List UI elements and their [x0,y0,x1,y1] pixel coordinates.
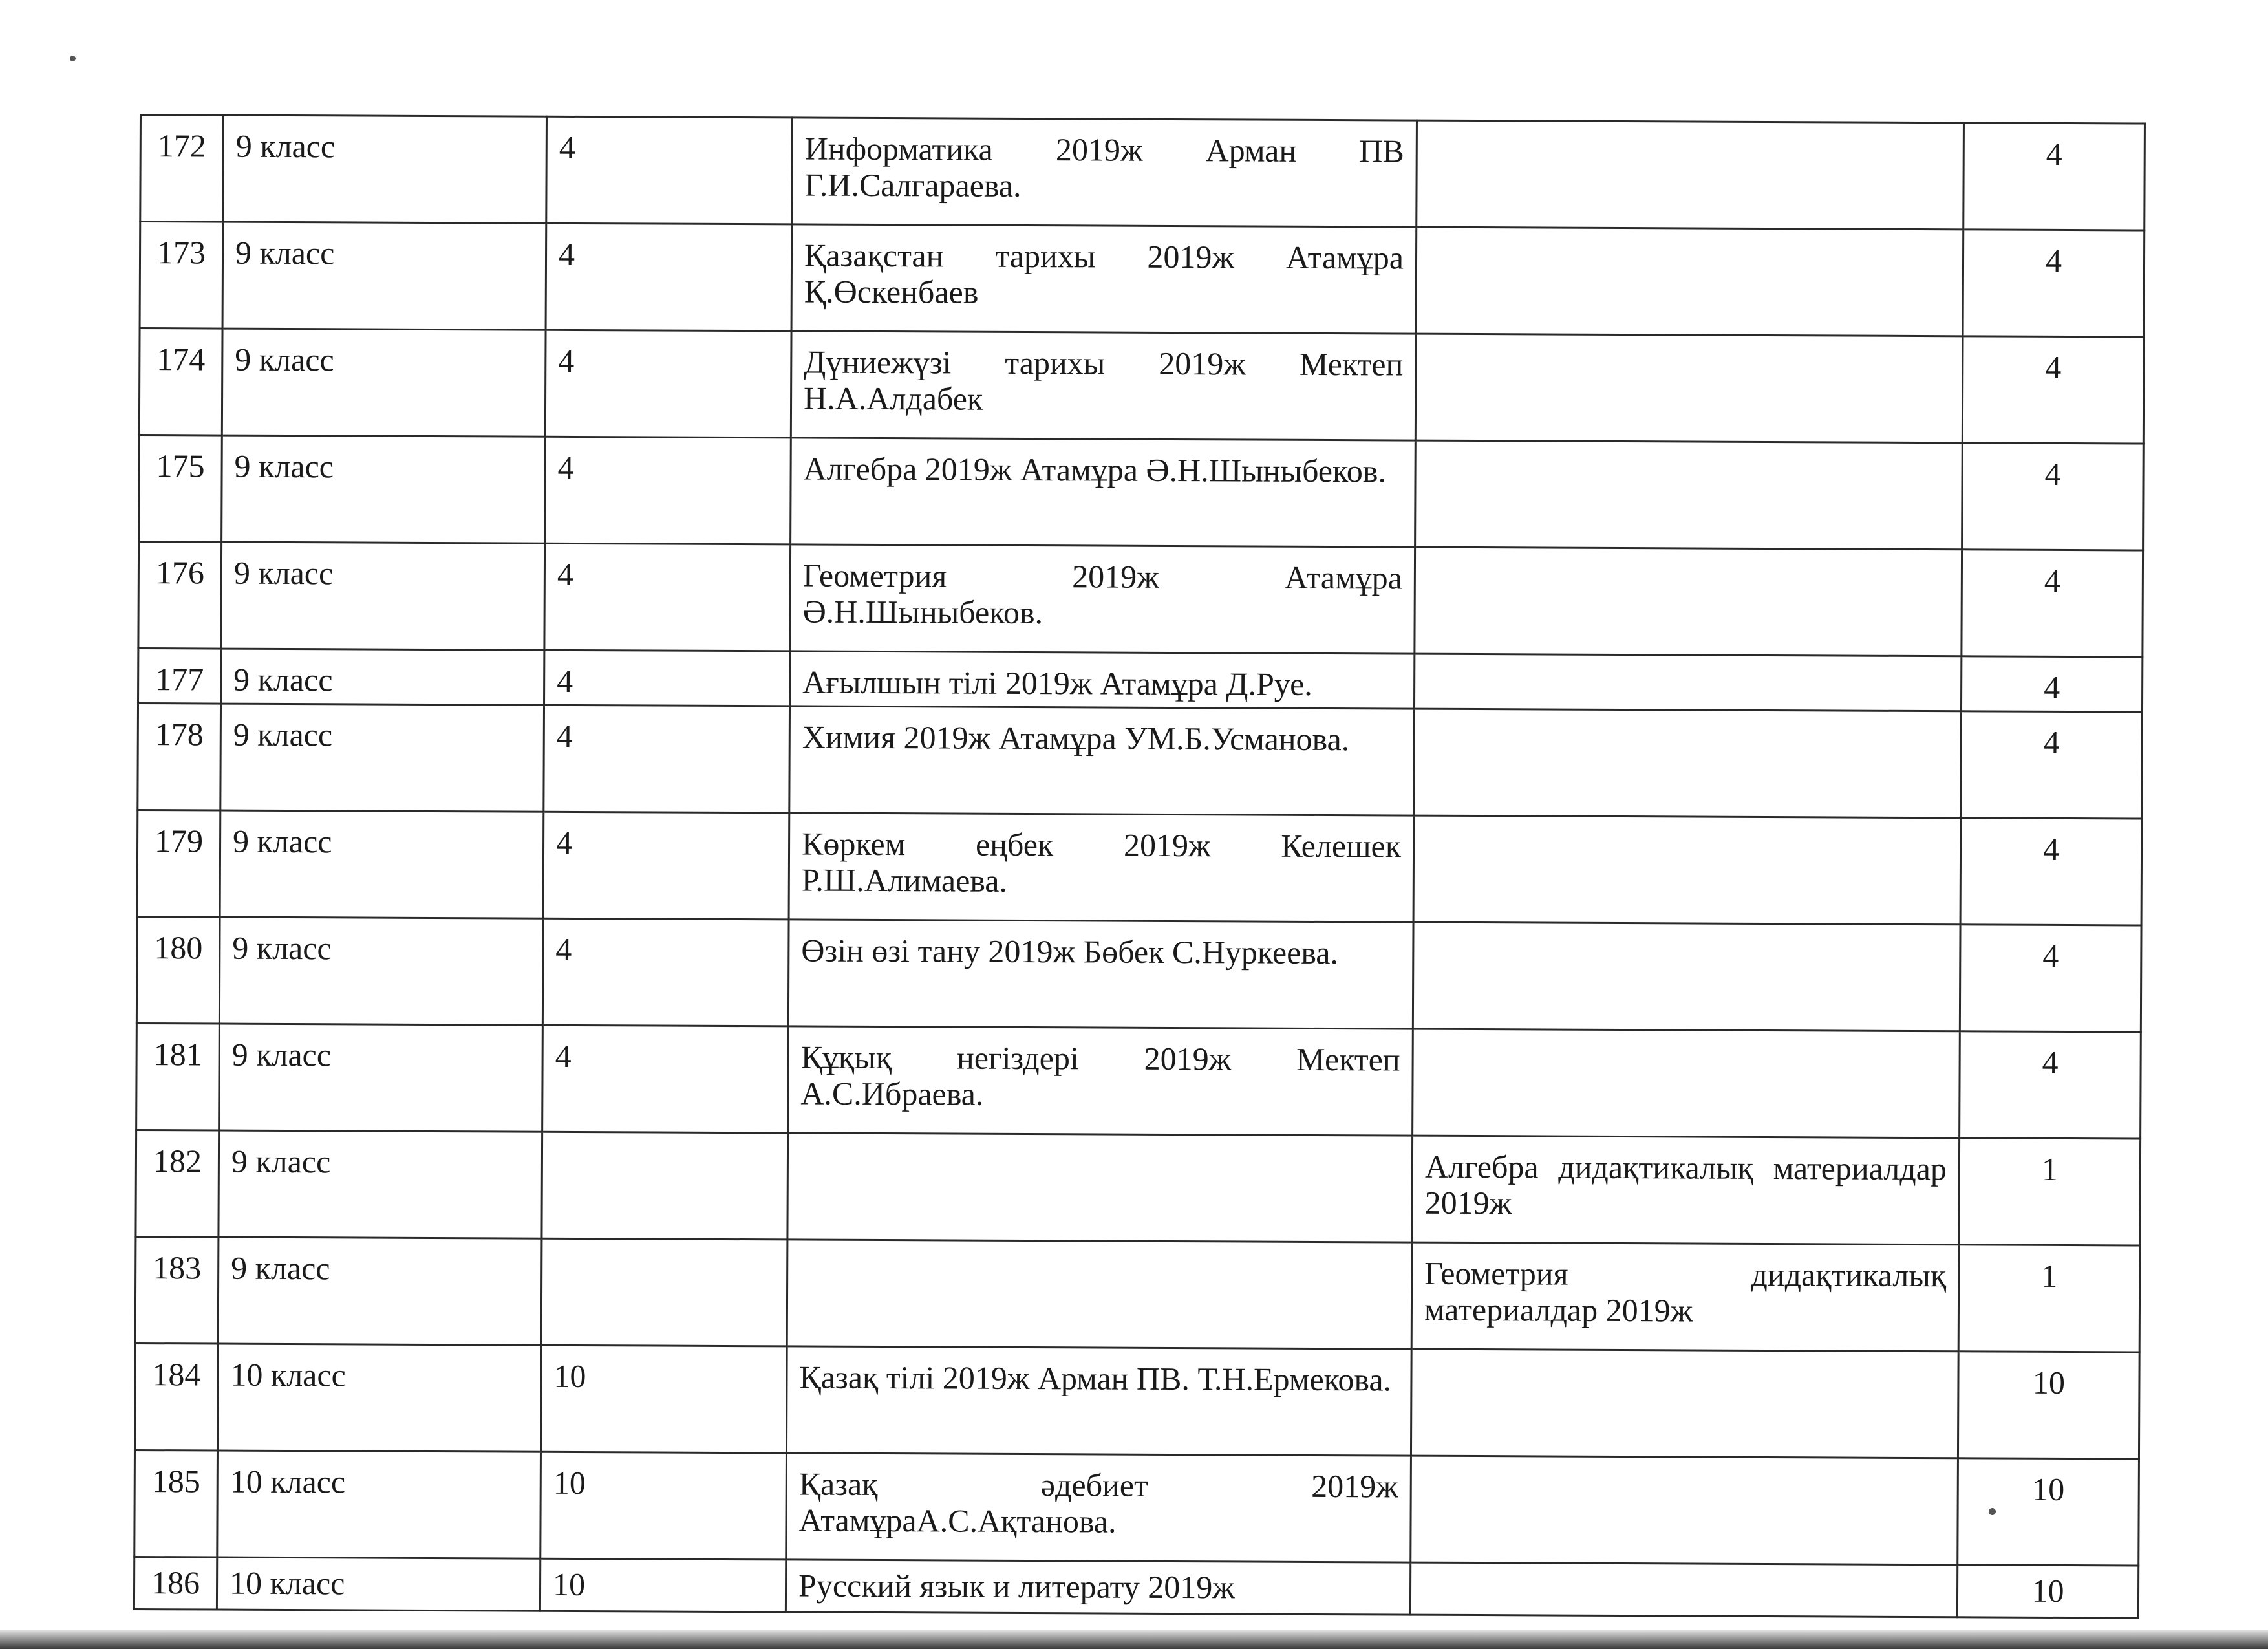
supplementary-cell [1411,1456,1958,1565]
supplementary-cell: Алгебра дидақтикалық материалдар 2019ж [1412,1136,1960,1245]
textbook-cell: Қазақ әдебиет 2019ж АтамұраА.С.Ақтанова. [786,1453,1411,1562]
table-row [138,648,2143,712]
row-number: 185 [134,1450,218,1557]
quantity-cell [542,1132,788,1240]
supplementary-cell [1414,709,1962,818]
class-cell: 10 класс [217,1344,541,1452]
total-cell: 4 [1960,818,2142,925]
supplementary-cell [1413,815,1961,925]
textbook-cell: Геометрия 2019ж Атамұра Ә.Н.Шыныбеков. [790,544,1415,654]
textbook-cell [787,1133,1413,1242]
table-row [138,703,2143,819]
total-cell: 1 [1959,1138,2141,1245]
table-row [137,810,2142,925]
table-row [135,1236,2140,1352]
table-row [138,542,2143,658]
class-cell: 9 класс [221,542,545,650]
textbook-cell: Өзін өзі тану 2019ж Бөбек С.Нуркеева. [788,920,1413,1029]
supplementary-cell [1415,654,1962,711]
quantity-cell: 10 [540,1558,786,1612]
textbook-cell: Көркем еңбек 2019ж Келешек Р.Ш.Алимаева. [789,813,1414,922]
book-inventory-table-wrap [133,114,2144,1619]
row-number: 186 [134,1557,217,1610]
quantity-cell: 4 [542,1025,789,1133]
supplementary-cell [1411,1349,1958,1458]
quantity-cell: 4 [544,543,791,651]
total-cell: 4 [1961,656,2142,712]
total-cell: 4 [1962,550,2143,657]
textbook-cell: Ағылшын тілі 2019ж Атамұра Д.Руе. [790,651,1415,709]
table-row [134,1343,2139,1459]
textbook-cell: Химия 2019ж Атамұра УМ.Б.Усманова. [789,706,1415,815]
total-cell: 4 [1963,230,2145,337]
textbook-cell: Русский язык и литерату 2019ж [786,1560,1410,1615]
row-number: 178 [138,703,221,810]
class-cell: 9 класс [218,1237,542,1345]
total-cell: 4 [1961,711,2143,819]
quantity-cell: 4 [545,436,791,544]
total-cell: 4 [1960,1031,2141,1139]
class-cell: 9 класс [219,1130,542,1238]
quantity-cell [541,1238,787,1346]
textbook-cell: Информатика 2019ж Арман ПВ Г.И.Салгараева. [792,118,1417,227]
supplementary-cell [1415,440,1963,550]
quantity-cell: 4 [544,705,790,813]
row-number: 179 [137,810,220,917]
textbook-cell: Қазақстан тарихы 2019ж Атамұра Қ.Өскенбаев [791,224,1417,334]
scan-speck [70,56,76,61]
class-cell: 9 класс [222,222,546,330]
supplementary-cell: Геометрия дидақтикалық материалдар 2019ж [1411,1242,1959,1352]
class-cell: 9 класс [222,435,546,543]
total-cell: 4 [1960,925,2141,1032]
table-row [140,222,2145,338]
quantity-cell: 10 [540,1345,787,1453]
book-inventory-table [133,114,2146,1619]
table-row [136,1023,2141,1139]
total-cell: 10 [1958,1352,2139,1459]
row-number: 183 [135,1236,219,1344]
textbook-cell: Алгебра 2019ж Атамұра Ә.Н.Шыныбеков. [791,438,1416,547]
supplementary-cell [1413,922,1960,1031]
row-number: 175 [139,435,222,543]
row-number: 184 [134,1343,218,1450]
supplementary-cell [1415,547,1962,656]
class-cell: 10 класс [217,1557,540,1611]
supplementary-cell [1415,334,1963,443]
quantity-cell: 4 [543,812,789,920]
textbook-cell: Қазақ тілі 2019ж Арман ПВ. Т.Н.Ермекова. [786,1346,1411,1456]
row-number: 177 [138,648,221,704]
class-cell: 9 класс [219,917,543,1025]
row-number: 180 [136,916,220,1024]
row-number: 182 [136,1130,219,1237]
supplementary-cell [1417,120,1964,230]
table-row [140,115,2145,231]
quantity-cell: 4 [546,116,793,224]
class-cell: 9 класс [219,1024,543,1132]
class-cell: 9 класс [220,704,544,812]
quantity-cell: 10 [540,1452,787,1560]
table-row [139,329,2144,444]
row-number: 173 [140,222,223,329]
row-number: 172 [140,115,224,222]
quantity-cell: 4 [546,223,792,331]
table-row [136,916,2141,1032]
quantity-cell: 4 [545,330,791,438]
row-number: 176 [138,542,222,649]
class-cell: 9 класс [220,810,544,918]
table-row [136,1130,2141,1245]
quantity-cell: 4 [544,650,790,706]
supplementary-cell [1410,1562,1957,1617]
textbook-cell: Құқық негіздері 2019ж Мектеп А.С.Ибраева. [788,1026,1413,1136]
row-number: 174 [139,329,222,436]
supplementary-cell [1416,227,1963,336]
quantity-cell: 4 [542,918,789,1026]
supplementary-cell [1413,1029,1960,1138]
total-cell: 4 [1962,443,2144,550]
class-cell: 9 класс [221,649,544,705]
total-cell: 4 [1963,123,2145,230]
table-row [134,1557,2138,1618]
textbook-cell [787,1240,1412,1349]
table-row [139,435,2144,551]
class-cell: 10 класс [217,1450,541,1558]
row-number: 181 [136,1023,220,1130]
class-cell: 9 класс [222,329,546,436]
class-cell: 9 класс [223,115,547,223]
textbook-cell: Дүниежүзі тарихы 2019ж Мектеп Н.А.Алдабек [791,331,1416,440]
total-cell: 10 [1958,1458,2139,1566]
total-cell: 1 [1958,1245,2140,1352]
scanner-edge-band [0,1630,2268,1649]
total-cell: 4 [1962,336,2144,444]
table-row [134,1450,2139,1566]
total-cell: 10 [1957,1565,2138,1618]
